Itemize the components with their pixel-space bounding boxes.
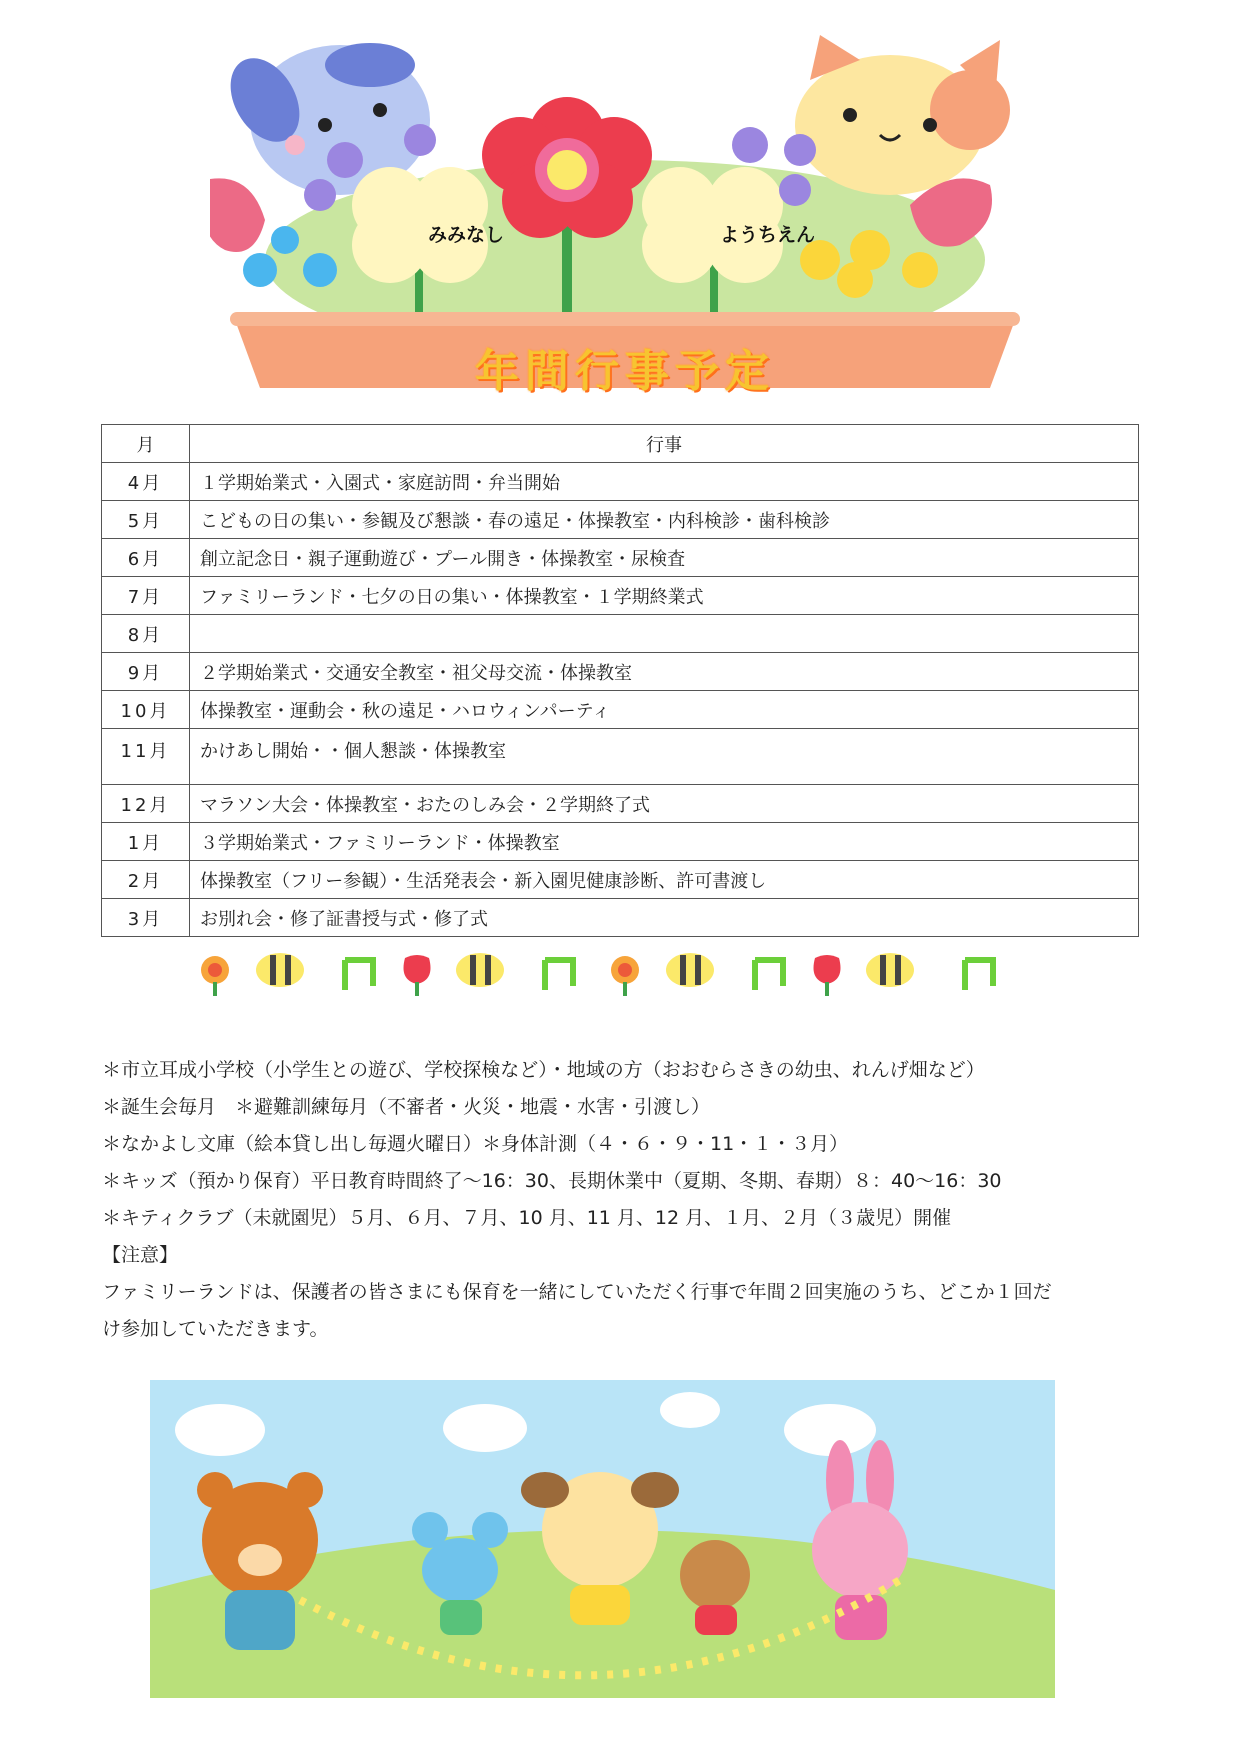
notes-section: [102, 1052, 1162, 1348]
table-row: [102, 501, 1139, 539]
events-cell: ２学期始業式・交通安全教室・祖父母交流・体操教室: [190, 653, 1139, 691]
left-tulip: [210, 178, 265, 252]
month-cell: 3月: [102, 899, 190, 937]
column-header-month: 月: [102, 425, 190, 463]
music-note-icon: [545, 960, 573, 990]
month-cell: 5月: [102, 501, 190, 539]
decorative-icon-row: [195, 948, 1035, 1000]
caution-heading: 【注意】: [102, 1244, 179, 1266]
month-cell: 9月: [102, 653, 190, 691]
table-row: [102, 729, 1139, 785]
animals-jump-rope-illustration: [150, 1380, 1055, 1698]
month-cell: 8月: [102, 615, 190, 653]
events-cell: 創立記念日・親子運動遊び・プール開き・体操教室・尿検査: [190, 539, 1139, 577]
right-flower-text: ようちえん: [720, 224, 816, 246]
note-kids-childcare: ＊キッズ（預かり保育）平日教育時間終了～16：30、長期休業中（夏期、冬期、春期）８：40～16：30: [102, 1170, 1002, 1192]
bee-icon: [666, 953, 714, 987]
events-cell: こどもの日の集い・参観及び懇談・春の遠足・体操教室・内科検診・歯科検診: [190, 501, 1139, 539]
month-cell: 12月: [102, 785, 190, 823]
sunflower-icon: [201, 956, 229, 996]
table-header-row: [102, 425, 1139, 463]
month-cell: 11月: [102, 729, 190, 785]
events-cell: お別れ会・修了証書授与式・修了式: [190, 899, 1139, 937]
sunflower-icon: [611, 956, 639, 996]
events-cell: 体操教室（フリー参観）・生活発表会・新入園児健康診断、許可書渡し: [190, 861, 1139, 899]
table-row: [102, 615, 1139, 653]
annual-schedule-table: [101, 424, 1139, 937]
cat-character: [795, 35, 1010, 195]
banner-title: 年間行事予定: [475, 346, 775, 397]
table-row: [102, 861, 1139, 899]
table-row: [102, 539, 1139, 577]
table-row: [102, 785, 1139, 823]
bee-icon: [256, 953, 304, 987]
table-row: [102, 577, 1139, 615]
events-cell: ３学期始業式・ファミリーランド・体操教室: [190, 823, 1139, 861]
events-cell: [190, 615, 1139, 653]
events-cell: １学期始業式・入園式・家庭訪問・弁当開始: [190, 463, 1139, 501]
month-cell: 6月: [102, 539, 190, 577]
note-kitty-club: ＊キティクラブ（未就園児）５月、６月、７月、10 月、11 月、12 月、１月、２月（３歳児）開催: [102, 1207, 952, 1229]
table-row: [102, 823, 1139, 861]
events-cell: 体操教室・運動会・秋の遠足・ハロウィンパーティ: [190, 691, 1139, 729]
tulip-icon: [404, 955, 431, 996]
month-cell: 1月: [102, 823, 190, 861]
music-note-icon: [965, 960, 993, 990]
music-note-icon: [345, 960, 373, 990]
bee-icon: [866, 953, 914, 987]
events-cell: ファミリーランド・七夕の日の集い・体操教室・１学期終業式: [190, 577, 1139, 615]
caution-text-line-1: ファミリーランドは、保護者の皆さまにも保育を一緒にしていただく行事で年間２回実施のうち、どこか１回だ: [102, 1281, 1052, 1303]
month-cell: 7月: [102, 577, 190, 615]
column-header-events: 行事: [190, 425, 1139, 463]
table-row: [102, 463, 1139, 501]
footer-illustration: [150, 1380, 1055, 1698]
bee-icon: [456, 953, 504, 987]
note-elementary-school: ＊市立耳成小学校（小学生との遊び、学校探検など）・地域の方（おおむらさきの幼虫、れんげ畑など）: [102, 1059, 985, 1081]
events-cell: かけあし開始・・個人懇談・体操教室: [190, 729, 1139, 785]
table-row: [102, 899, 1139, 937]
caution-text-line-2: け参加していただきます。: [102, 1318, 329, 1340]
table-row: [102, 691, 1139, 729]
header-illustration: [210, 30, 1040, 400]
month-cell: 10月: [102, 691, 190, 729]
note-library-measurement: ＊なかよし文庫（絵本貸し出し毎週火曜日）＊身体計測（４・６・９・11・１・３月）: [102, 1133, 849, 1155]
tulip-icon: [814, 955, 841, 996]
music-note-icon: [755, 960, 783, 990]
left-flower-text: みみなし: [428, 224, 505, 246]
table-row: [102, 653, 1139, 691]
month-cell: 2月: [102, 861, 190, 899]
events-cell: マラソン大会・体操教室・おたのしみ会・２学期終了式: [190, 785, 1139, 823]
month-cell: 4月: [102, 463, 190, 501]
note-birthday-drill: ＊誕生会毎月 ＊避難訓練毎月（不審者・火災・地震・水害・引渡し）: [102, 1096, 711, 1118]
